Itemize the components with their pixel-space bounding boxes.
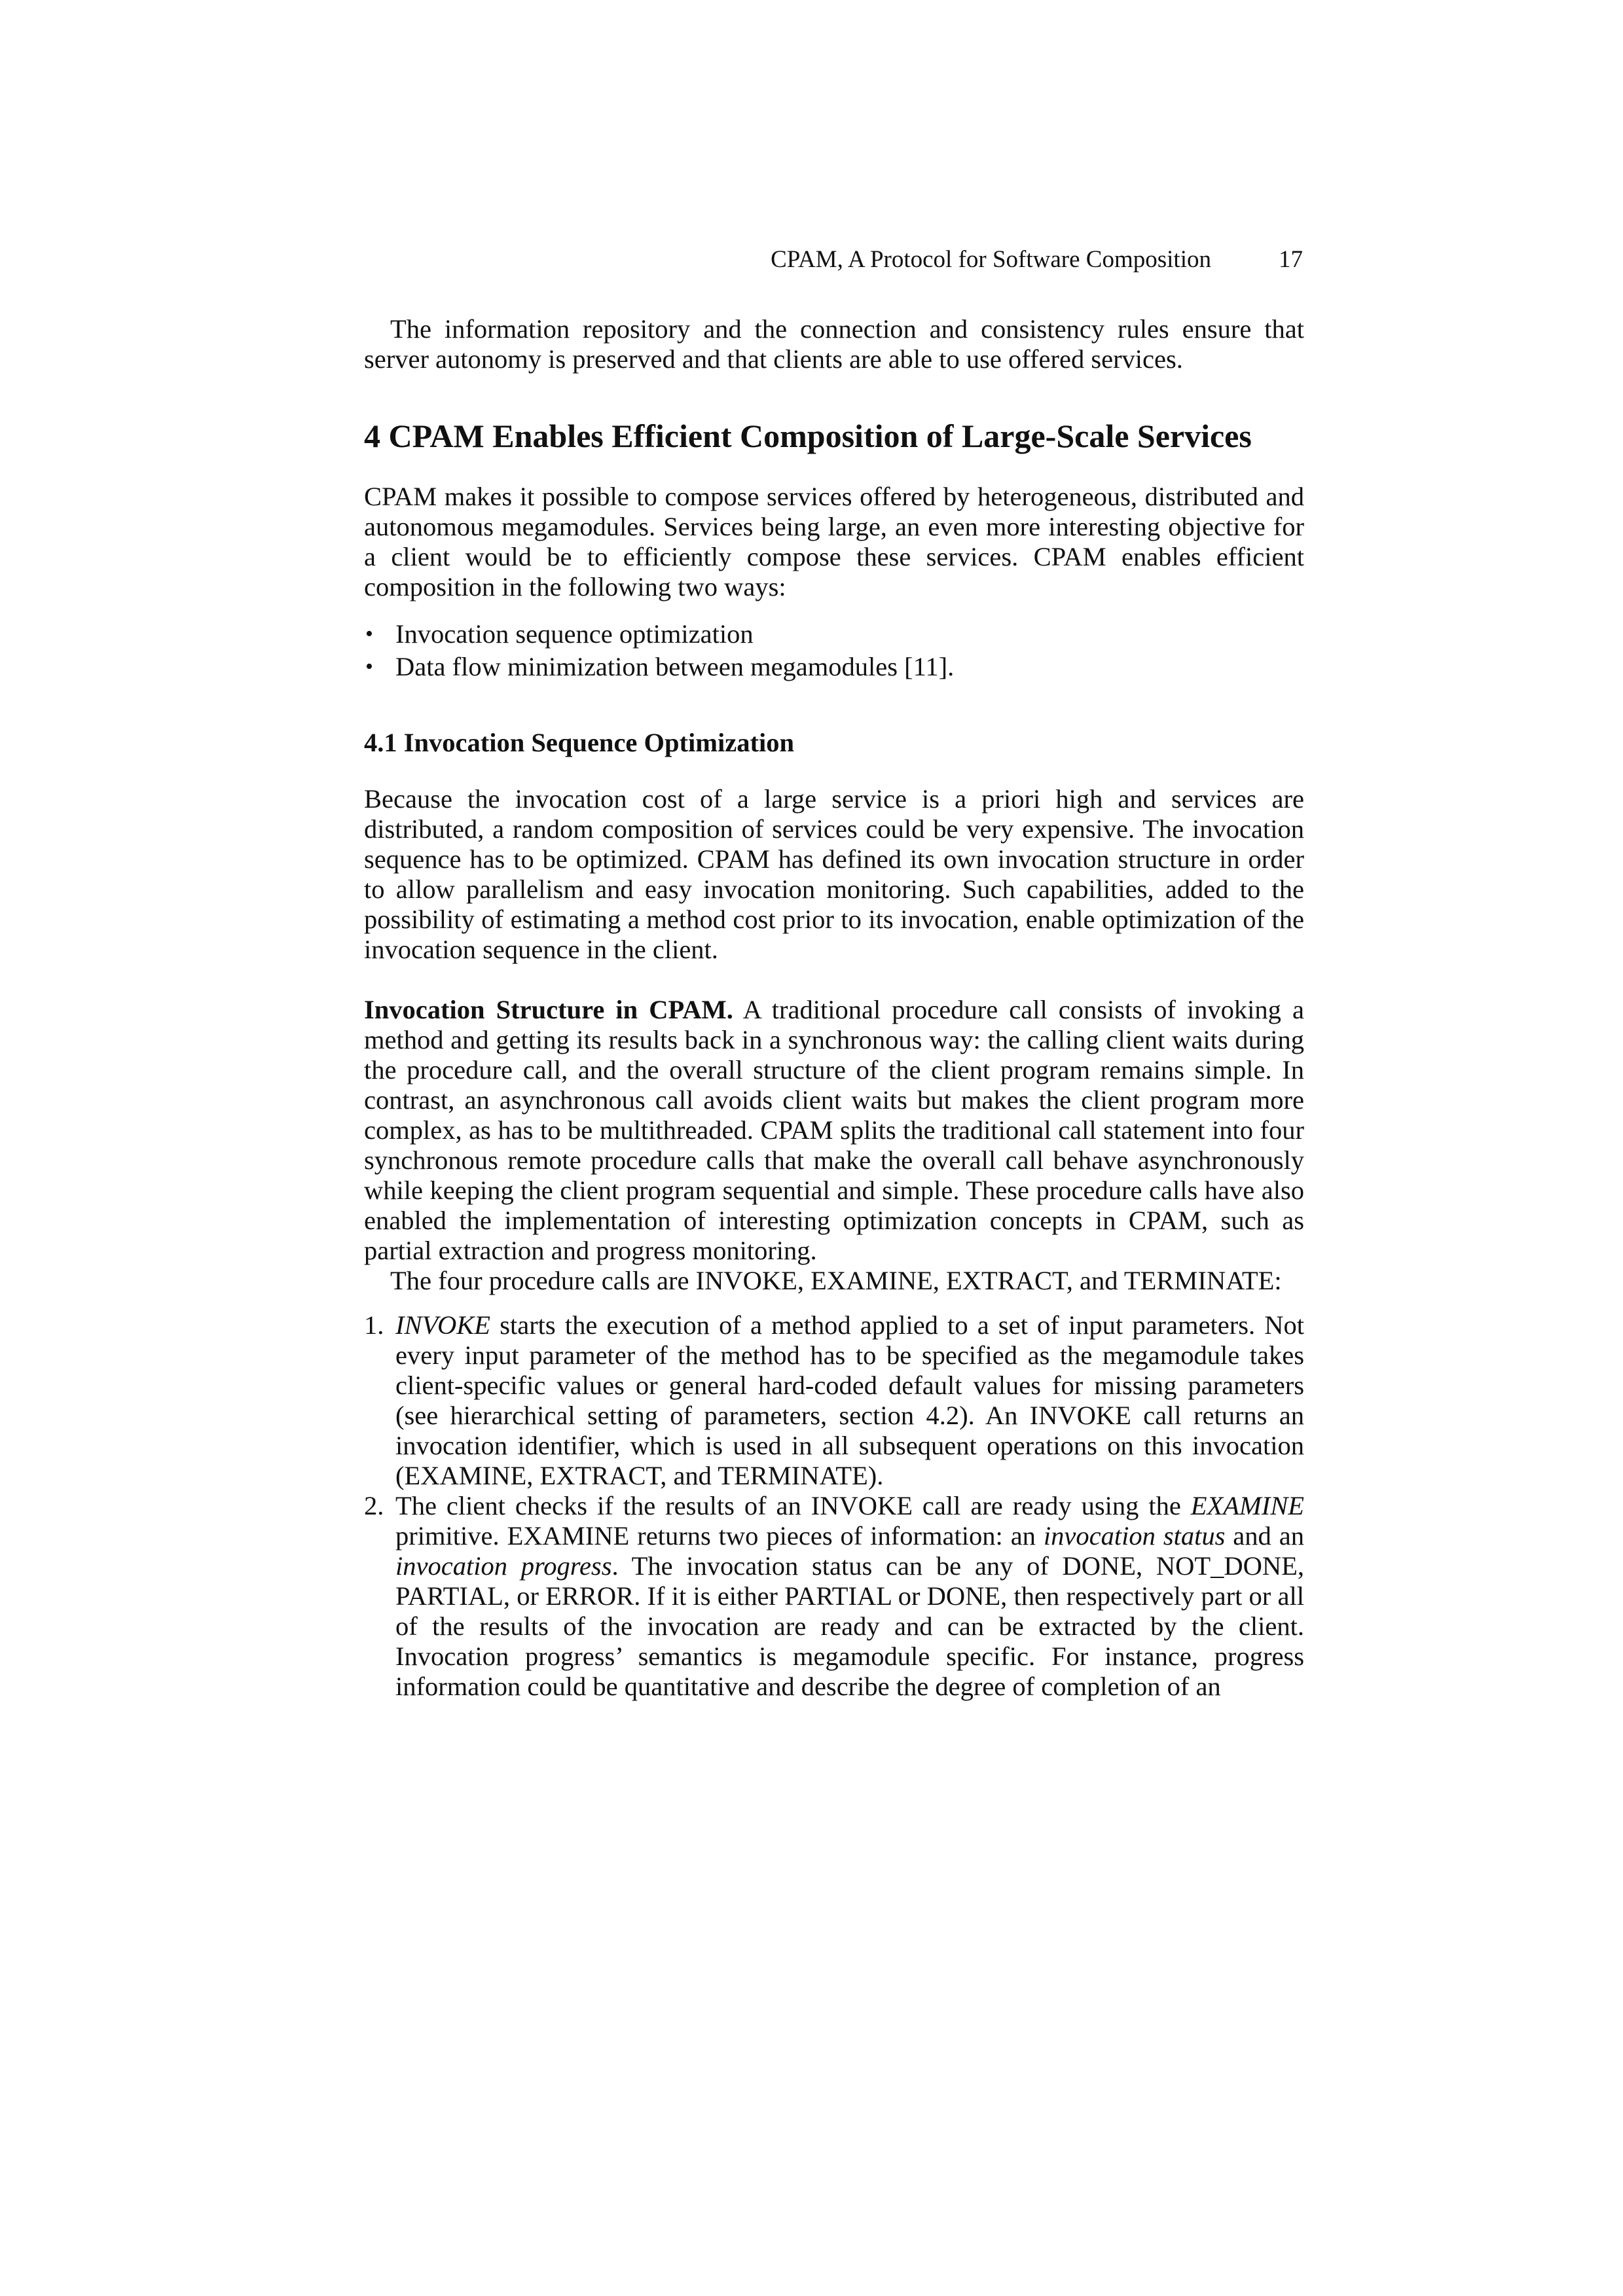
item-number: 1. (364, 1310, 384, 1340)
procedure-calls-sentence: The four procedure calls are INVOKE, EXAMINE, EXTRACT, and TERMINATE: (390, 1266, 1282, 1295)
term-invocation-progress: invocation progress (395, 1551, 612, 1581)
item-text: starts the execution of a method applied to a set of input parameters. Not every input parameter of the method has to be specified as the megamodule takes client-specific values or general hard-coded default values for missing parameters (see hierarchical setting of parameters, section 4.2). An INVOKE call returns an invocation identifier, which is used in all subsequent operations on this invocation (EXAMINE, EXTRACT, and TERMINATE). (395, 1310, 1304, 1490)
running-title: CPAM, A Protocol for Software Composition (771, 246, 1211, 273)
numbered-list (364, 1310, 1304, 1702)
term-invoke: INVOKE (395, 1310, 491, 1340)
item-number: 2. (364, 1491, 384, 1520)
invocation-structure-paragraph (364, 995, 1304, 1266)
list-item (364, 1310, 1304, 1491)
list-item (364, 1491, 1304, 1702)
running-header (753, 243, 1303, 276)
bullet-icon: • (365, 655, 373, 679)
section-4-heading: 4 CPAM Enables Efficient Composition of Large-Scale Services (364, 418, 1252, 454)
item-text: The client checks if the results of an INVOKE call are ready using the (395, 1491, 1191, 1520)
invocation-structure-text: A traditional procedure call consists of invoking a method and getting its results back in a synchronous way: the calling client waits during the procedure call, and the overall structure of the client program remains simple. In contrast, an asynchronous call avoids client waits but makes the client program more complex, as has to be multithreaded. CPAM splits the traditional call statement into four synchronous remote procedure calls that make the overall call behave asynchronously while keeping the client program sequential and simple. These procedure calls have also enabled the implementation of interesting optimization concepts in CPAM, such as partial extraction and progress monitoring. (364, 995, 1304, 1265)
item-text: and an (1225, 1521, 1304, 1551)
bullet-text: Data flow minimization between megamodules [11]. (395, 652, 955, 681)
page-number: 17 (1279, 246, 1303, 273)
list-item (364, 651, 1304, 683)
bullet-icon: • (365, 622, 373, 646)
bullet-text: Invocation sequence optimization (395, 619, 754, 649)
body-text (364, 314, 1304, 1702)
intro-paragraph: The information repository and the connection and consistency rules ensure that server autonomy is preserved and that clients are able to use offered services. (364, 314, 1304, 374)
term-invocation-status: invocation status (1043, 1521, 1226, 1551)
item-text: primitive. EXAMINE returns two pieces of information: an (395, 1521, 1044, 1551)
section-4-1-paragraph: Because the invocation cost of a large service is a priori high and services are distributed, a random composition of services could be very expensive. The invocation sequence has to be optimized. CPAM has defined its own invocation structure in order to allow parallelism and easy invocation monitoring. Such capabilities, added to the possibility of estimating a method cost prior to its invocation, enable optimization of the invocation sequence in the client. (364, 784, 1304, 964)
section-4-1-heading: 4.1 Invocation Sequence Optimization (364, 728, 795, 757)
bullet-list (364, 618, 1304, 683)
term-examine: EXAMINE (1190, 1491, 1304, 1520)
list-item (364, 618, 1304, 651)
section-4-paragraph: CPAM makes it possible to compose services offered by heterogeneous, distributed and autonomous megamodules. Services being large, an even more interesting objective for a client would be to efficiently compose these services. CPAM enables efficient composition in the following two ways: (364, 482, 1304, 601)
runin-heading: Invocation Structure in CPAM. (364, 995, 733, 1024)
item-text: . The invocation status can be any of DONE, NOT_DONE, PARTIAL, or ERROR. If it is either PARTIAL or DONE, then respectively part or all of the results of the invocation are ready and can be extracted by the client. Invocation progress’ semantics is megamodule specific. For instance, progress information could be quantitative and describe the degree of completion of an (395, 1551, 1304, 1701)
